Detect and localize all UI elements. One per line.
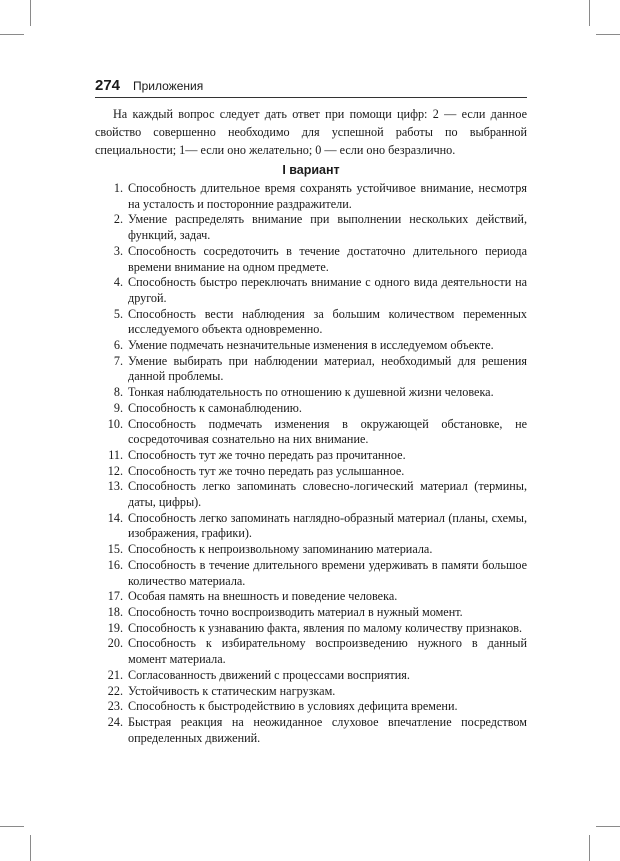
- item-text: Способность к самонаблюдению.: [128, 400, 302, 415]
- item-number: 16.: [107, 557, 123, 572]
- item-text: Умение подмечать незначительные изменения в исследуемом объекте.: [128, 338, 494, 353]
- item-number: 18.: [107, 604, 123, 619]
- item-text: Способность длительное время сохранять устойчивое внимание, несмотря на усталость и посторонние раздражители.: [128, 181, 527, 211]
- item-text: Способность сосредоточить в течение достаточно длительного периода времени внимание на одном предмете.: [128, 243, 527, 274]
- item-number: 11.: [108, 447, 123, 462]
- list-item: [95, 338, 527, 354]
- item-number: 3.: [113, 243, 123, 258]
- list-item: [95, 684, 527, 700]
- item-number: 15.: [107, 542, 123, 557]
- item-text: Способность подмечать изменения в окружающей обстановке, не сосредоточивая сознательно на них внимание.: [128, 416, 527, 447]
- list-item: [95, 417, 527, 448]
- item-number: 21.: [107, 667, 123, 682]
- crop-mark: [589, 0, 590, 26]
- list-item: [95, 464, 527, 480]
- list-item: [95, 605, 527, 621]
- item-text: Способность тут же точно передать раз услышанное.: [128, 463, 405, 478]
- intro-paragraph: На каждый вопрос следует дать ответ при помощи цифр: 2 — если данное свойство совершенно необходимо для успешной работы по выбранной специальности; 1— если оно желательно; 0 — если оно безразлично.: [95, 107, 527, 157]
- item-number: 13.: [107, 479, 123, 494]
- item-text: Быстрая реакция на неожиданное слуховое впечатление посредством определенных движений.: [128, 714, 527, 745]
- item-text: Способность к быстродействию в условиях дефицита времени.: [128, 699, 458, 714]
- list-item: [95, 668, 527, 684]
- list-item: [95, 542, 527, 558]
- crop-mark: [30, 0, 31, 26]
- item-text: Способность к непроизвольному запоминанию материала.: [128, 542, 433, 557]
- page-number: 274: [95, 77, 121, 94]
- item-number: 8.: [113, 385, 123, 400]
- item-number: 23.: [107, 699, 123, 714]
- item-text: Способность точно воспроизводить материал в нужный момент.: [128, 604, 463, 619]
- list-item: [95, 448, 527, 464]
- item-text: Способность тут же точно передать раз прочитанное.: [128, 447, 406, 462]
- list-item: [95, 244, 527, 275]
- item-number: 7.: [113, 353, 123, 368]
- running-title: Приложения: [133, 79, 204, 93]
- item-text: Способность вести наблюдения за большим количеством переменных исследуемого объекта одновременно.: [128, 306, 527, 337]
- item-text: Устойчивость к статическим нагрузкам.: [128, 683, 336, 698]
- item-text: Способность легко запоминать словесно-логический материал (термины, даты, цифры).: [128, 479, 527, 510]
- item-text: Способность быстро переключать внимание с одного вида деятельности на другой.: [128, 275, 527, 305]
- crop-mark: [0, 826, 24, 827]
- crop-mark: [589, 835, 590, 861]
- item-text: Способность к избирательному воспроизведению нужного в данный момент материала.: [128, 636, 527, 667]
- crop-mark: [0, 34, 24, 35]
- item-number: 4.: [113, 275, 123, 290]
- crop-mark: [596, 34, 620, 35]
- item-number: 5.: [113, 306, 123, 321]
- list-item: [95, 212, 527, 243]
- list-item: [95, 385, 527, 401]
- list-item: [95, 558, 527, 589]
- item-number: 24.: [107, 714, 123, 729]
- item-number: 1.: [113, 181, 123, 195]
- item-number: 10.: [107, 416, 123, 431]
- item-text: Способность к узнаванию факта, явления по малому количеству признаков.: [128, 620, 523, 635]
- item-number: 9.: [113, 400, 123, 415]
- list-item: [95, 589, 527, 605]
- item-text: Умение выбирать при наблюдении материал, необходимый для решения данной проблемы.: [128, 353, 527, 384]
- item-number: 19.: [107, 620, 123, 635]
- list-item: [95, 636, 527, 667]
- item-number: 14.: [107, 510, 123, 525]
- list-item: [95, 401, 527, 417]
- list-item: [95, 715, 527, 746]
- item-number: 22.: [107, 683, 123, 698]
- item-text: Способность в течение длительного времени удерживать в памяти большое количество материала.: [128, 557, 527, 588]
- item-text: Особая память на внешность и поведение человека.: [128, 589, 398, 604]
- item-number: 2.: [113, 212, 123, 227]
- item-text: Способность легко запоминать наглядно-образный материал (планы, схемы, изображения, графики).: [128, 510, 527, 541]
- question-list: [95, 181, 527, 746]
- list-item: [95, 621, 527, 637]
- page-header: [95, 77, 527, 98]
- item-number: 17.: [107, 589, 123, 604]
- item-text: Тонкая наблюдательность по отношению к душевной жизни человека.: [128, 385, 494, 400]
- item-number: 20.: [107, 636, 123, 651]
- item-text: Согласованность движений с процессами восприятия.: [128, 667, 410, 682]
- crop-mark: [596, 826, 620, 827]
- list-item: [95, 275, 527, 306]
- item-number: 12.: [107, 463, 123, 478]
- list-item: [95, 354, 527, 385]
- list-item: [95, 479, 527, 510]
- item-number: 6.: [113, 338, 123, 353]
- section-title: I вариант: [282, 163, 340, 177]
- list-item: [95, 511, 527, 542]
- crop-mark: [30, 835, 31, 861]
- list-item: [95, 307, 527, 338]
- list-item: [95, 699, 527, 715]
- item-text: Умение распределять внимание при выполнении нескольких действий, функций, задач.: [128, 212, 527, 243]
- list-item: [95, 181, 527, 212]
